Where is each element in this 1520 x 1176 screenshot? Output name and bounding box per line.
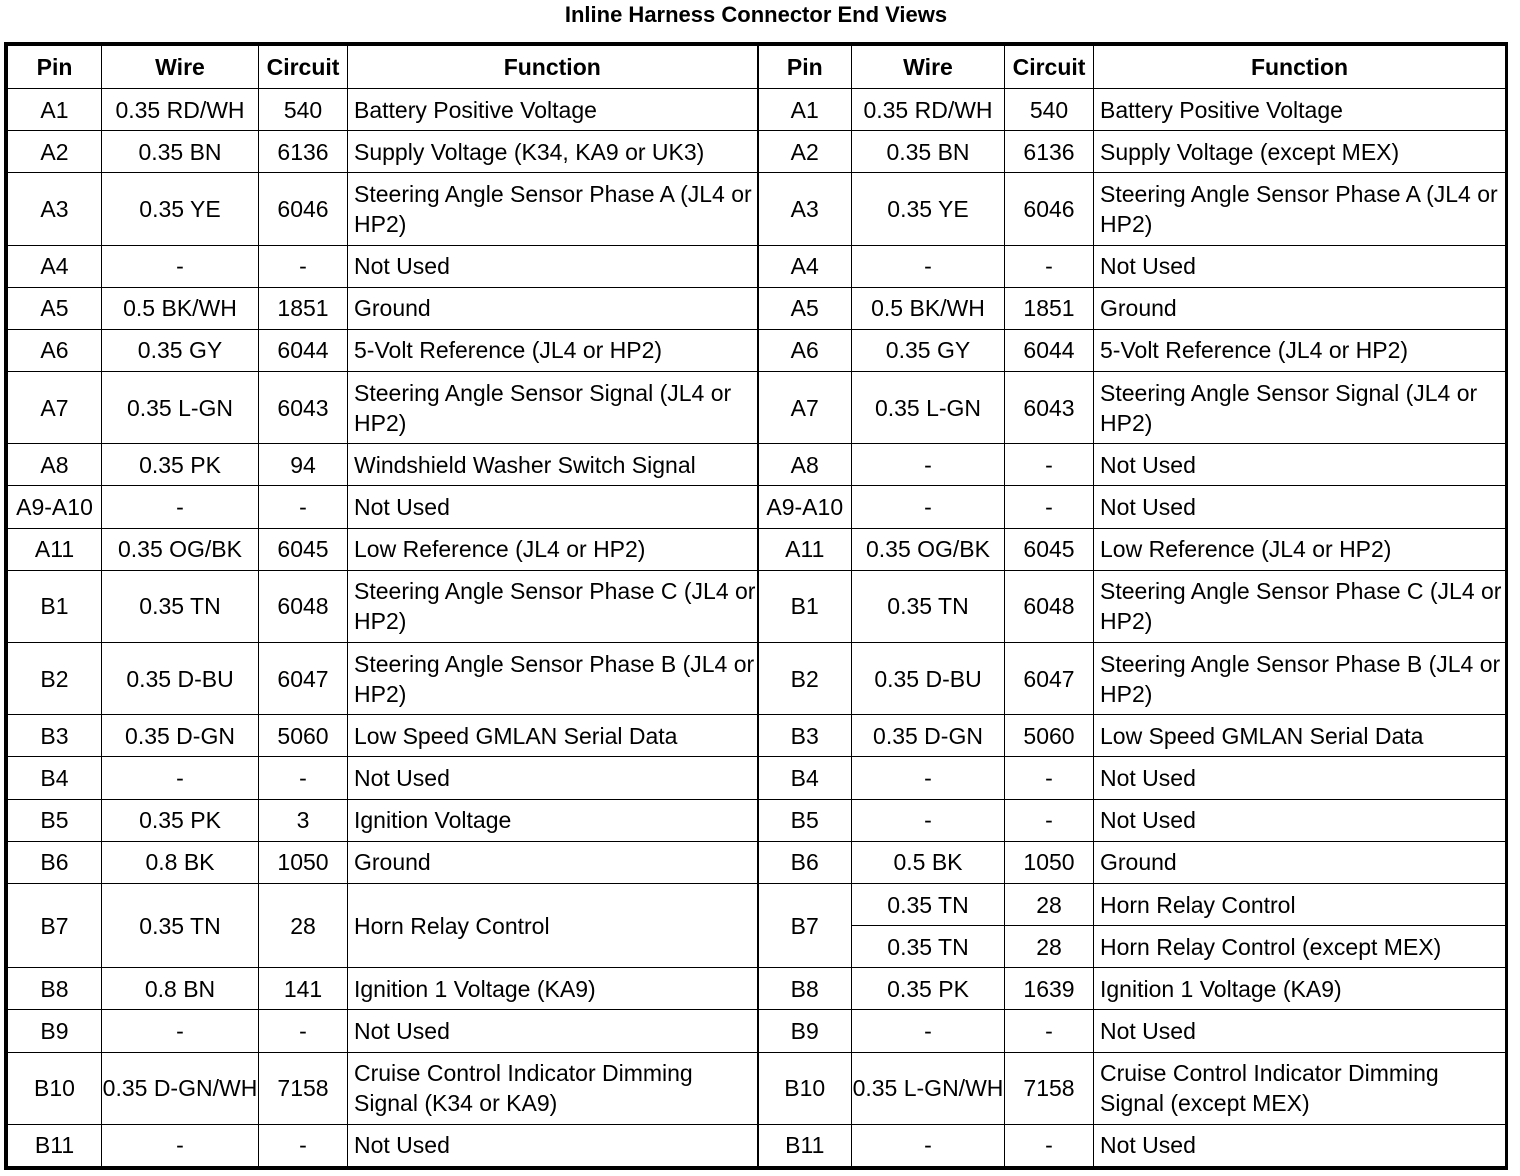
left-wire: 0.35 GY [102,329,259,371]
header-circuit: Circuit [1005,46,1094,89]
left-function: Not Used [348,486,758,528]
right-wire: 0.5 BK/WH [852,287,1005,329]
right-function: Not Used [1094,1124,1506,1166]
table-row [8,968,1506,1010]
right-wire: 0.35 YE [852,173,1005,245]
right-circuit: - [1005,444,1094,486]
left-circuit: 5060 [259,715,348,757]
header-pin: Pin [8,46,102,89]
right-wire: 0.35 TN [852,926,1005,968]
right-pin: A9-A10 [758,486,852,528]
left-wire: 0.35 RD/WH [102,89,259,131]
left-pin: B10 [8,1052,102,1124]
right-circuit: 6044 [1005,329,1094,371]
left-circuit: 6045 [259,528,348,570]
header-wire: Wire [852,46,1005,89]
header-function: Function [348,46,758,89]
left-pin: A11 [8,528,102,570]
right-function: Steering Angle Sensor Signal (JL4 or HP2) [1094,372,1506,444]
right-wire: 0.35 TN [852,570,1005,642]
right-function: Not Used [1094,1010,1506,1052]
right-function: Not Used [1094,444,1506,486]
table-row [8,757,1506,799]
left-circuit: 1050 [259,841,348,883]
left-wire: - [102,757,259,799]
left-function: Ignition 1 Voltage (KA9) [348,968,758,1010]
right-pin: B4 [758,757,852,799]
left-function: Ground [348,287,758,329]
table-row [8,643,1506,715]
left-pin: B1 [8,570,102,642]
header-row [8,46,1506,89]
left-circuit: 94 [259,444,348,486]
header-circuit: Circuit [259,46,348,89]
right-circuit: - [1005,486,1094,528]
left-pin: A3 [8,173,102,245]
left-circuit: 1851 [259,287,348,329]
left-circuit: 6044 [259,329,348,371]
right-wire: 0.35 TN [852,883,1005,925]
left-wire: 0.35 D-GN [102,715,259,757]
left-wire: 0.35 BN [102,131,259,173]
left-pin: A2 [8,131,102,173]
left-function: Not Used [348,1124,758,1166]
right-circuit: 1639 [1005,968,1094,1010]
right-function: Horn Relay Control [1094,883,1506,925]
right-circuit: - [1005,1010,1094,1052]
left-circuit: - [259,757,348,799]
right-pin: A4 [758,245,852,287]
right-pin: B5 [758,799,852,841]
left-circuit: 141 [259,968,348,1010]
right-pin: B11 [758,1124,852,1166]
header-wire: Wire [102,46,259,89]
table-row [8,329,1506,371]
right-function: Ground [1094,287,1506,329]
right-function: Not Used [1094,486,1506,528]
left-function: Ground [348,841,758,883]
right-circuit: 1851 [1005,287,1094,329]
left-pin: B8 [8,968,102,1010]
left-wire: 0.35 TN [102,570,259,642]
left-wire: - [102,1124,259,1166]
left-pin: A5 [8,287,102,329]
right-wire: 0.35 GY [852,329,1005,371]
left-wire: 0.35 PK [102,799,259,841]
right-wire: 0.35 L-GN [852,372,1005,444]
right-circuit: 1050 [1005,841,1094,883]
right-function: Low Speed GMLAN Serial Data [1094,715,1506,757]
right-wire: - [852,1124,1005,1166]
left-circuit: - [259,245,348,287]
right-wire: 0.35 D-BU [852,643,1005,715]
right-function: Steering Angle Sensor Phase B (JL4 or HP2) [1094,643,1506,715]
right-wire: - [852,799,1005,841]
left-wire: - [102,1010,259,1052]
left-wire: 0.5 BK/WH [102,287,259,329]
right-circuit: 6043 [1005,372,1094,444]
left-circuit: 28 [259,883,348,967]
right-wire: 0.5 BK [852,841,1005,883]
header-pin: Pin [758,46,852,89]
table-row [8,372,1506,444]
left-circuit: 6043 [259,372,348,444]
left-function: Horn Relay Control [348,883,758,967]
left-function: Low Speed GMLAN Serial Data [348,715,758,757]
right-wire: 0.35 D-GN [852,715,1005,757]
right-function: Battery Positive Voltage [1094,89,1506,131]
left-wire: 0.35 D-BU [102,643,259,715]
right-wire: 0.35 BN [852,131,1005,173]
right-function: Not Used [1094,245,1506,287]
left-function: Steering Angle Sensor Signal (JL4 or HP2) [348,372,758,444]
left-function: Steering Angle Sensor Phase B (JL4 or HP2) [348,643,758,715]
left-function: Steering Angle Sensor Phase A (JL4 or HP2) [348,173,758,245]
left-circuit: 7158 [259,1052,348,1124]
right-wire: 0.35 L-GN/WH [852,1052,1005,1124]
left-circuit: - [259,1124,348,1166]
right-circuit: 6048 [1005,570,1094,642]
left-function: Not Used [348,245,758,287]
left-pin: B4 [8,757,102,799]
connector-table [7,45,1506,1167]
left-function: Not Used [348,757,758,799]
left-pin: A8 [8,444,102,486]
left-wire: 0.8 BN [102,968,259,1010]
right-pin: A5 [758,287,852,329]
left-wire: 0.8 BK [102,841,259,883]
right-pin: B8 [758,968,852,1010]
left-function: Low Reference (JL4 or HP2) [348,528,758,570]
table-row [8,287,1506,329]
left-pin: A4 [8,245,102,287]
right-function: Ground [1094,841,1506,883]
table-row [8,715,1506,757]
right-wire: - [852,1010,1005,1052]
right-function: Ignition 1 Voltage (KA9) [1094,968,1506,1010]
right-function: Steering Angle Sensor Phase C (JL4 or HP2) [1094,570,1506,642]
table-row [8,1010,1506,1052]
left-function: Not Used [348,1010,758,1052]
left-function: Battery Positive Voltage [348,89,758,131]
right-function: Not Used [1094,799,1506,841]
right-circuit: - [1005,799,1094,841]
left-circuit: - [259,1010,348,1052]
left-function: Steering Angle Sensor Phase C (JL4 or HP2) [348,570,758,642]
right-circuit: 7158 [1005,1052,1094,1124]
right-pin: B10 [758,1052,852,1124]
right-pin: A8 [758,444,852,486]
right-circuit: 6045 [1005,528,1094,570]
table-row [8,528,1506,570]
right-wire: - [852,444,1005,486]
right-function: 5-Volt Reference (JL4 or HP2) [1094,329,1506,371]
right-circuit: 540 [1005,89,1094,131]
right-pin: A3 [758,173,852,245]
right-circuit: 5060 [1005,715,1094,757]
left-circuit: - [259,486,348,528]
right-circuit: - [1005,1124,1094,1166]
left-pin: A7 [8,372,102,444]
left-wire: - [102,245,259,287]
left-wire: 0.35 TN [102,883,259,967]
table-row [8,131,1506,173]
table-body [8,89,1506,1167]
right-pin: A6 [758,329,852,371]
right-circuit: 6136 [1005,131,1094,173]
header-function: Function [1094,46,1506,89]
right-function: Low Reference (JL4 or HP2) [1094,528,1506,570]
right-function: Cruise Control Indicator Dimming Signal (except MEX) [1094,1052,1506,1124]
page-title: Inline Harness Connector End Views [564,2,948,27]
left-wire: 0.35 PK [102,444,259,486]
left-function: 5-Volt Reference (JL4 or HP2) [348,329,758,371]
left-pin: A9-A10 [8,486,102,528]
left-function: Supply Voltage (K34, KA9 or UK3) [348,131,758,173]
right-wire: - [852,757,1005,799]
right-circuit: 6046 [1005,173,1094,245]
table-row [8,486,1506,528]
left-wire: - [102,486,259,528]
left-function: Windshield Washer Switch Signal [348,444,758,486]
right-pin: B9 [758,1010,852,1052]
table-row [8,799,1506,841]
left-pin: B11 [8,1124,102,1166]
right-circuit: 6047 [1005,643,1094,715]
table-row [8,841,1506,883]
right-wire: 0.35 RD/WH [852,89,1005,131]
table-row [8,1052,1506,1124]
table-row [8,1124,1506,1166]
right-pin: B6 [758,841,852,883]
left-pin: A6 [8,329,102,371]
right-wire: 0.35 PK [852,968,1005,1010]
left-wire: 0.35 OG/BK [102,528,259,570]
left-circuit: 6048 [259,570,348,642]
right-function: Horn Relay Control (except MEX) [1094,926,1506,968]
right-circuit: 28 [1005,926,1094,968]
left-wire: 0.35 L-GN [102,372,259,444]
right-pin: B2 [758,643,852,715]
left-pin: B2 [8,643,102,715]
table-row [8,570,1506,642]
left-circuit: 6046 [259,173,348,245]
left-pin: B9 [8,1010,102,1052]
right-wire: - [852,486,1005,528]
connector-table-frame [4,42,1508,1170]
left-wire: 0.35 YE [102,173,259,245]
left-wire: 0.35 D-GN/WH [102,1052,259,1124]
left-circuit: 6136 [259,131,348,173]
left-circuit: 540 [259,89,348,131]
left-pin: B6 [8,841,102,883]
table-row [8,883,1506,925]
right-pin: A7 [758,372,852,444]
left-pin: A1 [8,89,102,131]
left-function: Cruise Control Indicator Dimming Signal (K34 or KA9) [348,1052,758,1124]
right-pin: A1 [758,89,852,131]
right-wire: 0.35 OG/BK [852,528,1005,570]
right-function: Steering Angle Sensor Phase A (JL4 or HP2) [1094,173,1506,245]
right-pin: B7 [758,883,852,967]
left-function: Ignition Voltage [348,799,758,841]
right-circuit: - [1005,245,1094,287]
table-row [8,89,1506,131]
table-row [8,245,1506,287]
right-pin: A11 [758,528,852,570]
right-wire: - [852,245,1005,287]
left-pin: B7 [8,883,102,967]
left-circuit: 3 [259,799,348,841]
table-row [8,444,1506,486]
right-function: Supply Voltage (except MEX) [1094,131,1506,173]
left-pin: B3 [8,715,102,757]
right-pin: B3 [758,715,852,757]
right-circuit: - [1005,757,1094,799]
right-pin: B1 [758,570,852,642]
right-circuit: 28 [1005,883,1094,925]
table-row [8,173,1506,245]
right-pin: A2 [758,131,852,173]
right-function: Not Used [1094,757,1506,799]
left-circuit: 6047 [259,643,348,715]
left-pin: B5 [8,799,102,841]
